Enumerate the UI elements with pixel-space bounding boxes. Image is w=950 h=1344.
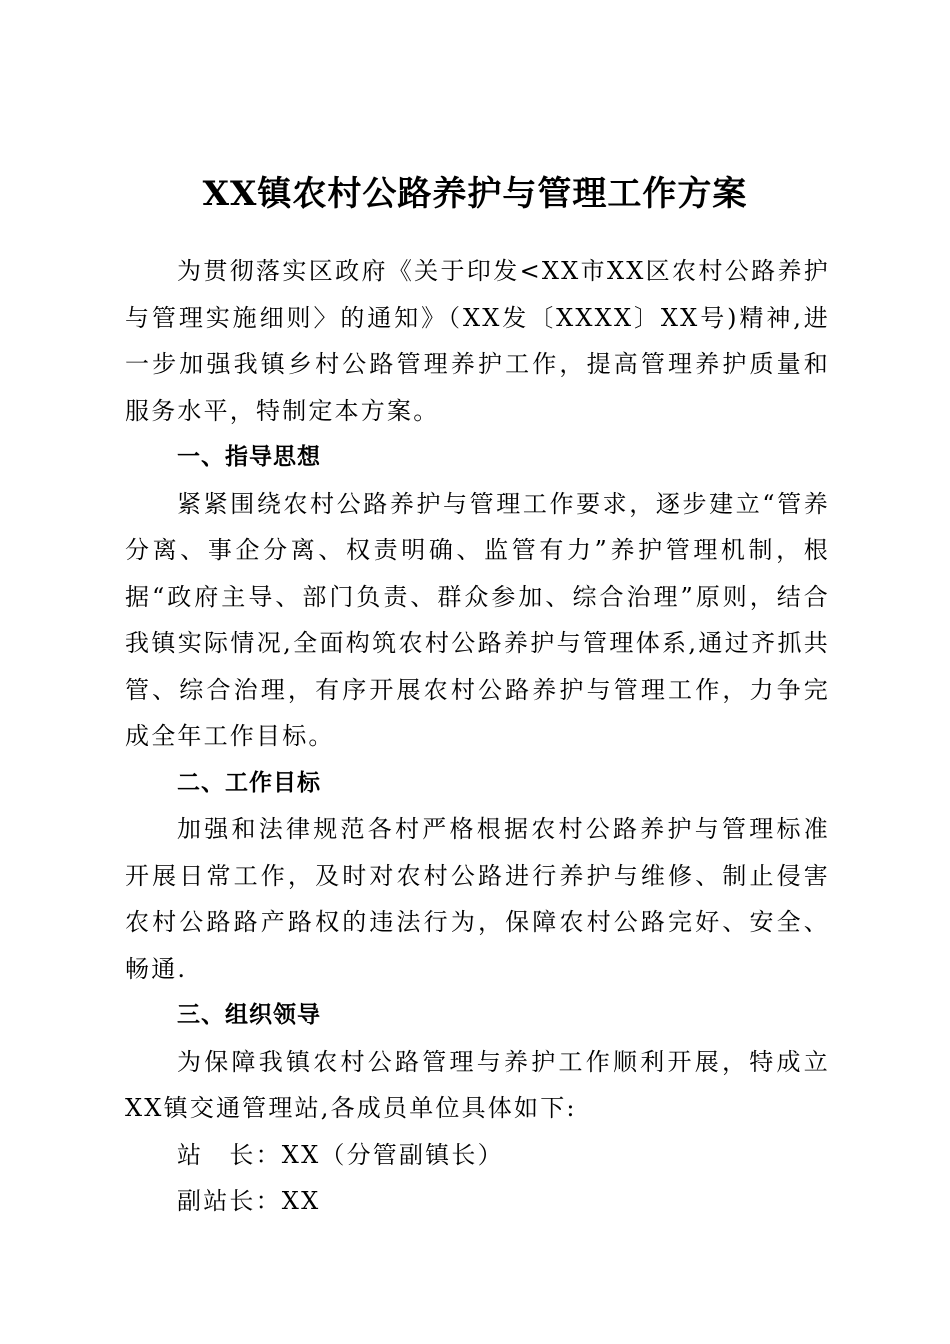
member-deputy-station-chief: 副站长：XX (177, 1187, 321, 1215)
member-station-chief: 站 长：XX（分管副镇长） (177, 1140, 504, 1169)
section-heading-guiding-ideology: 一、指导思想 (177, 444, 321, 470)
document-title: XX镇农村公路养护与管理工作方案 (202, 174, 748, 214)
section-heading-organization: 三、组织领导 (177, 1002, 321, 1028)
section-heading-work-goals: 二、工作目标 (177, 769, 321, 796)
section-paragraph-guiding-ideology: 紧紧围绕农村公路养护与管理工作要求，逐步建立“管养分离、事企分离、权责明确、监管有力”养护管理机制，根据“政府主导、部门负责、群众参加、综合治理”原则，结合我镇实际情况,全面构筑农村公路养护与管理体系,通过齐抓共管、综合治理，有序开展农村公路养护与管理工作，力争完成全年工作目标。 (125, 489, 830, 750)
section-paragraph-work-goals: 加强和法律规范各村严格根据农村公路养护与管理标准开展日常工作，及时对农村公路进行养护与维修、制止侵害农村公路路产路权的违法行为，保障农村公路完好、安全、畅通. (125, 815, 830, 983)
intro-paragraph: 为贯彻落实区政府《关于印发<XX市XX区农村公路养护与管理实施细则〉的通知》（XX发〔XXXX〕XX号)精神,进一步加强我镇乡村公路管理养护工作，提高管理养护质量和服务水平，特制定本方案。 (125, 257, 830, 425)
document-body (125, 248, 830, 1225)
section-paragraph-organization: 为保障我镇农村公路管理与养护工作顺利开展，特成立XX镇交通管理站,各成员单位具体如下: (125, 1047, 830, 1122)
